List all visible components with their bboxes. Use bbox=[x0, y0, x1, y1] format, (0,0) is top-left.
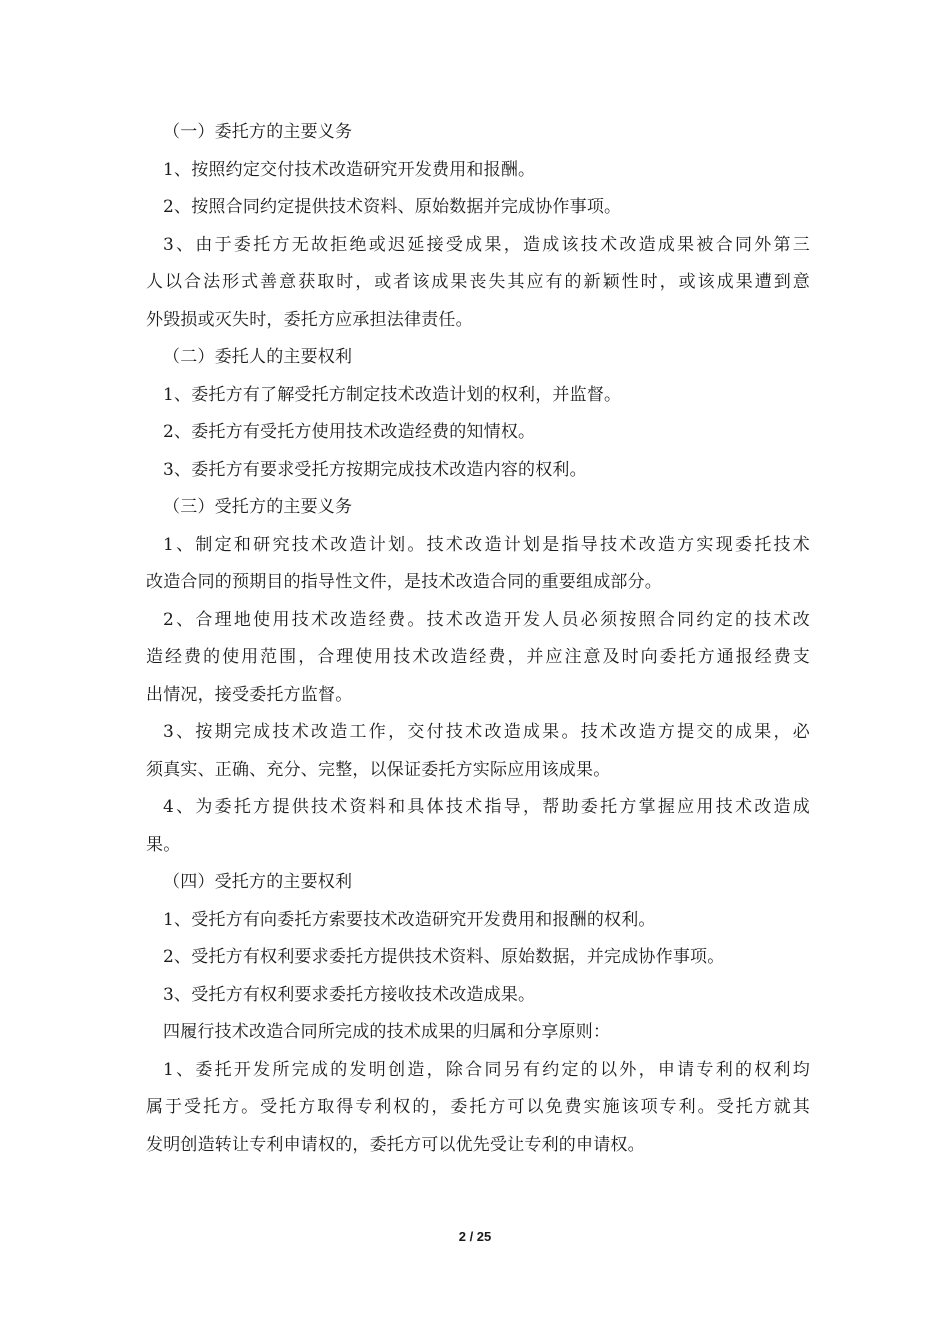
text-line: （一）委托方的主要义务 bbox=[163, 122, 353, 142]
text-line: 出情况，接受委托方监督。 bbox=[146, 684, 353, 705]
text-line: 属于受托方。受托方取得专利权的，委托方可以免费实施该项专利。受托方就其 bbox=[146, 1097, 810, 1117]
text-line: 3、受托方有权利要求委托方接收技术改造成果。 bbox=[163, 984, 536, 1005]
text-line: 1、受托方有向委托方索要技术改造研究开发费用和报酬的权利。 bbox=[163, 909, 656, 930]
text-line: 1、制定和研究技术改造计划。技术改造计划是指导技术改造方实现委托技术 bbox=[163, 534, 810, 555]
text-line: 4、为委托方提供技术资料和具体技术指导，帮助委托方掌握应用技术改造成 bbox=[163, 797, 810, 817]
text-line: 改造合同的预期目的指导性文件，是技术改造合同的重要组成部分。 bbox=[146, 572, 662, 592]
text-line: 3、按期完成技术改造工作，交付技术改造成果。技术改造方提交的成果，必 bbox=[163, 722, 810, 742]
text-line: 3、由于委托方无故拒绝或迟延接受成果，造成该技术改造成果被合同外第三 bbox=[163, 234, 810, 255]
text-line: 果。 bbox=[146, 834, 181, 855]
text-line: 外毁损或灭失时，委托方应承担法律责任。 bbox=[146, 309, 473, 330]
text-line: 发明创造转让专利申请权的，委托方可以优先受让专利的申请权。 bbox=[146, 1134, 645, 1155]
text-line: 3、委托方有要求受托方按期完成技术改造内容的权利。 bbox=[163, 459, 587, 480]
text-line: （四）受托方的主要权利 bbox=[163, 872, 353, 892]
text-line: 2、委托方有受托方使用技术改造经费的知情权。 bbox=[163, 422, 536, 442]
text-line: 人以合法形式善意获取时，或者该成果丧失其应有的新颖性时，或该成果遭到意 bbox=[146, 272, 810, 292]
text-line: 2、按照合同约定提供技术资料、原始数据并完成协作事项。 bbox=[163, 197, 622, 217]
text-line: （三）受托方的主要义务 bbox=[163, 497, 353, 517]
text-line: 须真实、正确、充分、完整，以保证委托方实际应用该成果。 bbox=[146, 759, 611, 780]
text-line: （二）委托人的主要权利 bbox=[163, 347, 353, 367]
text-line: 1、委托开发所完成的发明创造，除合同另有约定的以外，申请专利的权利均 bbox=[163, 1059, 810, 1080]
page-number: 2 / 25 bbox=[458, 1229, 492, 1244]
text-line: 2、受托方有权利要求委托方提供技术资料、原始数据，并完成协作事项。 bbox=[163, 947, 725, 967]
text-line: 四履行技术改造合同所完成的技术成果的归属和分享原则： bbox=[163, 1022, 611, 1042]
text-line: 1、委托方有了解受托方制定技术改造计划的权利，并监督。 bbox=[163, 384, 622, 405]
text-line: 造经费的使用范围，合理使用技术改造经费，并应注意及时向委托方通报经费支 bbox=[146, 647, 810, 667]
document-body bbox=[146, 114, 810, 1164]
text-line: 1、按照约定交付技术改造研究开发费用和报酬。 bbox=[163, 159, 536, 180]
text-line: 2、合理地使用技术改造经费。技术改造开发人员必须按照合同约定的技术改 bbox=[163, 609, 810, 630]
